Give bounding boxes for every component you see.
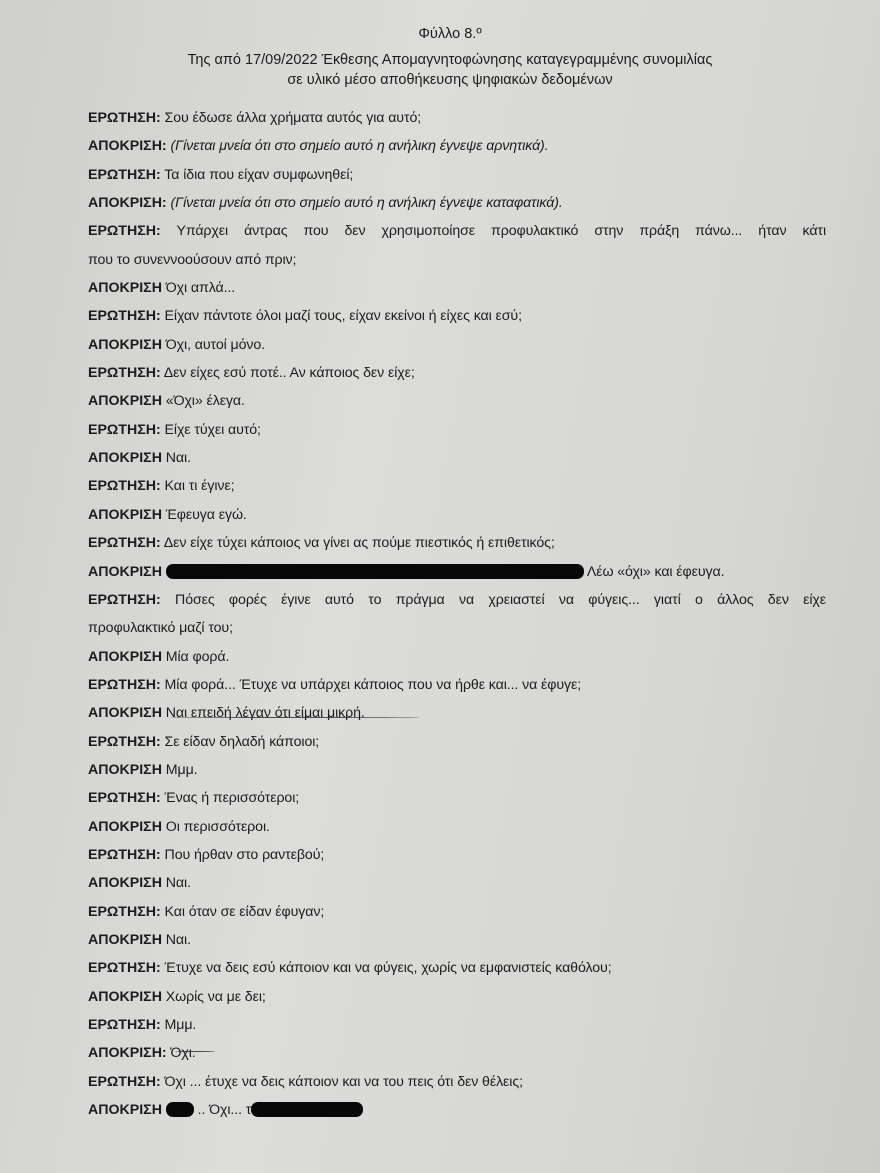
utterance-text: Μμμ. [164,1017,197,1033]
speaker-label: ΑΠΟΚΡΙΣΗ: [88,138,167,155]
utterance-text: Ναι επειδή λέγαν ότι είμαι μικρή. [165,705,365,722]
redaction-bar [251,1102,363,1117]
speaker-label: ΑΠΟΚΡΙΣΗ [88,280,162,297]
speaker-label: ΕΡΩΤΗΣΗ: [88,903,161,920]
speaker-label: ΕΡΩΤΗΣΗ: [88,1017,161,1033]
utterance-text: Είχαν πάντοτε όλοι μαζί τους, είχαν εκείνοι ή είχες και εσύ; [164,308,522,325]
document-subtitle: σε υλικό μέσο αποθήκευσης ψηφιακών δεδομένων [287,72,613,88]
speaker-label: ΕΡΩΤΗΣΗ: [88,790,161,807]
speaker-label: ΑΠΟΚΡΙΣΗ: [88,1045,167,1062]
utterance-text: Σου έδωσε άλλα χρήματα αυτός για αυτό; [164,110,422,126]
utterance-text: Σε είδαν δηλαδή κάποιοι; [164,733,320,750]
redaction-bar [166,1102,194,1117]
answer-line [88,813,826,841]
utterance-text: Ένας ή περισσότεροι; [164,790,300,807]
speaker-label: ΕΡΩΤΗΣΗ: [88,365,161,382]
speaker-label: ΑΠΟΚΡΙΣΗ [88,931,162,948]
answer-line [88,926,826,954]
speaker-label: ΕΡΩΤΗΣΗ: [88,308,161,325]
utterance-text: Τα ίδια που είχαν συμφωνηθεί; [164,166,354,183]
question-line [88,104,826,132]
question-line [88,161,826,189]
utterance-text: Όχι. [170,1045,196,1062]
speaker-label: ΕΡΩΤΗΣΗ: [88,676,161,693]
answer-line [88,387,826,415]
sheet-number: Φύλλο 8.º [418,26,482,42]
question-line [88,671,826,699]
answer-line [88,501,826,529]
speaker-label: ΑΠΟΚΡΙΣΗ [88,1102,162,1119]
answer-line [88,331,826,359]
question-line [88,472,826,500]
document-title: Της από 17/09/2022 Έκθεσης Απομαγνητοφώνησης καταγεγραμμένης συνομιλίας [187,52,713,68]
utterance-text: Λέω «όχι» και έφευγα. [586,563,725,580]
speaker-label: ΑΠΟΚΡΙΣΗ [88,506,162,523]
question-line [88,784,826,812]
answer-line [88,756,826,784]
answer-line [88,444,826,472]
question-line [88,954,826,982]
utterance-text: Ναι. [165,450,191,467]
redaction-bar [166,564,584,579]
speaker-label: ΑΠΟΚΡΙΣΗ [88,875,162,892]
question-line [88,302,826,330]
answer-line [88,558,826,586]
speaker-label: ΑΠΟΚΡΙΣΗ [88,648,162,665]
utterance-text: «Όχι» έλεγα. [165,393,245,410]
speaker-label: ΑΠΟΚΡΙΣΗ [88,988,162,1005]
utterance-text: (Γίνεται μνεία ότι στο σημείο αυτό η ανήλικη έγνεψε καταφατικά). [170,195,563,212]
speaker-label: ΕΡΩΤΗΣΗ: [88,110,161,126]
answer-line [88,274,826,302]
speaker-label: ΕΡΩΤΗΣΗ: [88,421,161,438]
utterance-text: Όχι, αυτοί μόνο. [165,336,265,353]
speaker-label: ΑΠΟΚΡΙΣΗ [88,450,162,467]
speaker-label: ΕΡΩΤΗΣΗ: [88,1073,161,1090]
speaker-label: ΕΡΩΤΗΣΗ: [88,223,161,240]
utterance-text: Και τι έγινε; [164,478,235,495]
speaker-label: ΑΠΟΚΡΙΣΗ [88,336,162,353]
utterance-text: Όχι απλά... [165,280,236,297]
pen-underline [175,1051,215,1052]
utterance-text: Μία φορά... Έτυχε να υπάρχει κάποιος που να ήρθε και... να έφυγε; [164,676,582,693]
speaker-label: ΕΡΩΤΗΣΗ: [88,478,161,495]
question-line [88,841,826,869]
answer-line [88,643,826,671]
question-line [88,217,826,245]
continuation-line: που το συνεννοούσουν από πριν; [88,251,297,268]
answer-line [88,1096,826,1124]
question-line [88,1011,826,1039]
utterance-text: Είχε τύχει αυτό; [164,421,261,438]
question-line [88,416,826,444]
answer-line [88,699,826,727]
utterance-text: Οι περισσότεροι. [165,818,270,835]
utterance-text: Και όταν σε είδαν έφυγαν; [164,903,325,920]
pen-underline [170,717,420,718]
utterance-text: Χωρίς να με δει; [165,988,266,1005]
speaker-label: ΕΡΩΤΗΣΗ: [88,733,161,750]
answer-line [88,189,826,217]
continuation-line: προφυλακτικό μαζί του; [88,620,233,637]
utterance-text: Δεν είχε τύχει κάποιος να γίνει ας πούμε πιεστικός ή επιθετικός; [163,535,555,552]
utterance-text: Που ήρθαν στο ραντεβού; [164,846,325,863]
utterance-text: Ναι. [165,875,191,892]
speaker-label: ΑΠΟΚΡΙΣΗ [88,563,162,580]
answer-line [88,1039,826,1067]
utterance-text: Δεν είχες εσύ ποτέ.. Αν κάποιος δεν είχε; [163,365,415,382]
utterance-text: Υπάρχει άντρας που δεν χρησιμοποίησε προφυλακτικό στην πράξη πάνω... ήταν κάτι [176,223,826,240]
answer-line [88,869,826,897]
utterance-text: .. Όχι... τ [197,1102,252,1119]
question-line [88,1068,826,1096]
speaker-label: ΕΡΩΤΗΣΗ: [88,166,161,183]
speaker-label: ΑΠΟΚΡΙΣΗ [88,393,162,410]
speaker-label: ΑΠΟΚΡΙΣΗ [88,761,162,778]
utterance-text: Μμμ. [165,761,198,778]
speaker-label: ΕΡΩΤΗΣΗ: [88,535,161,552]
question-line [88,728,826,756]
speaker-label: ΕΡΩΤΗΣΗ: [88,591,161,608]
speaker-label: ΑΠΟΚΡΙΣΗ [88,705,162,722]
utterance-text: Πόσες φορές έγινε αυτό το πράγμα να χρειαστεί να φύγεις... γιατί ο άλλος δεν είχε [175,591,826,608]
question-line [88,586,826,614]
question-line [88,898,826,926]
utterance-text: (Γίνεται μνεία ότι στο σημείο αυτό η ανήλικη έγνεψε αρνητικά). [170,138,549,155]
answer-line [88,132,826,160]
speaker-label: ΑΠΟΚΡΙΣΗ: [88,195,167,212]
answer-line [88,983,826,1011]
utterance-text: Όχι ... έτυχε να δεις κάποιον και να του πεις ότι δεν θέλεις; [164,1073,523,1090]
speaker-label: ΑΠΟΚΡΙΣΗ [88,818,162,835]
transcript [88,104,826,1124]
utterance-text: Ναι. [165,931,191,948]
utterance-text: Έφευγα εγώ. [165,506,247,523]
speaker-label: ΕΡΩΤΗΣΗ: [88,846,161,863]
utterance-text: Έτυχε να δεις εσύ κάποιον και να φύγεις, χωρίς να εμφανιστείς καθόλου; [164,960,612,977]
question-line [88,359,826,387]
utterance-text: Μία φορά. [165,648,230,665]
speaker-label: ΕΡΩΤΗΣΗ: [88,960,161,977]
question-line [88,529,826,557]
